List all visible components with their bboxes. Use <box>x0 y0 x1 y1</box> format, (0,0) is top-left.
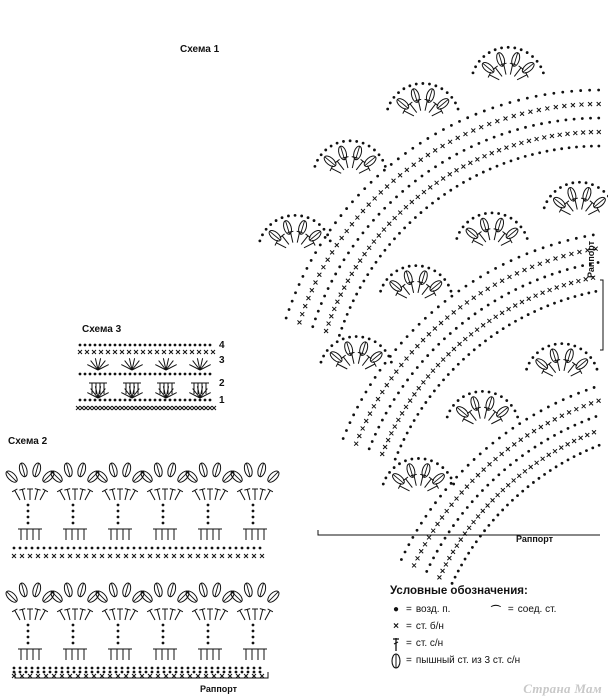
legend-title: Условные обозначения: <box>390 585 528 597</box>
legend-row: = пышный ст. из 3 ст. с/н <box>390 652 590 669</box>
scheme-3-label: Схема 3 <box>82 324 122 335</box>
legend-row: × = ст. б/н <box>390 618 590 635</box>
legend-text: пышный ст. из 3 ст. с/н <box>415 655 521 666</box>
slip-stitch-icon: ⌒ <box>490 606 501 617</box>
rapport-label-scheme-2: Раппорт <box>200 684 238 694</box>
watermark: Страна Мам <box>523 681 602 696</box>
scheme-2-label: Схема 2 <box>8 436 48 447</box>
scheme-3-chart <box>76 344 216 410</box>
double-crochet-icon <box>390 637 402 651</box>
legend <box>390 585 590 669</box>
scheme-2-chart <box>4 462 281 678</box>
scheme-3-row-number: 4 <box>219 340 225 351</box>
scheme-1-chart <box>258 46 608 585</box>
legend-text: ст. с/н <box>415 638 444 649</box>
chain-stitch-icon: ● <box>392 604 400 615</box>
legend-text: ст. б/н <box>415 621 444 632</box>
scheme-3-row-number: 3 <box>219 355 225 366</box>
legend-row: = ст. с/н <box>390 635 590 652</box>
rapport-label-scheme-1-bottom: Раппорт <box>516 534 554 544</box>
puff-stitch-icon <box>390 653 402 669</box>
legend-text: соед. ст. <box>517 604 557 615</box>
legend-text: возд. п. <box>415 604 451 615</box>
scheme-1-label: Схема 1 <box>180 44 220 55</box>
scheme-3-row-number: 2 <box>219 378 225 389</box>
scheme-3-row-number: 1 <box>219 395 225 406</box>
rapport-label-scheme-1: Раппорт <box>586 240 596 278</box>
legend-row: ● = возд. п. ⌒ = соед. ст. <box>390 601 590 618</box>
single-crochet-icon: × <box>393 621 399 632</box>
